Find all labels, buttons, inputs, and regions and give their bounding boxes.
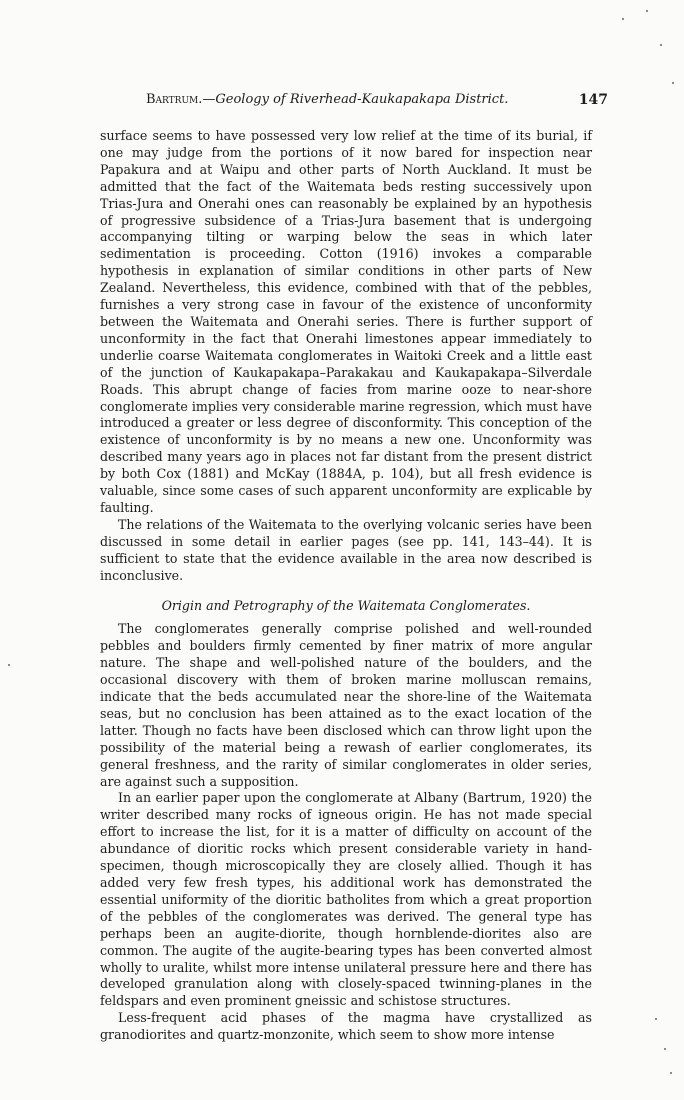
body-text — [100, 128, 592, 1044]
paragraph: Less-frequent acid phases of the magma have crystallized as granodiorites and quartz-monzonite, which seem to show more intense — [100, 1010, 592, 1043]
scan-speck — [622, 18, 624, 20]
scan-speck — [8, 664, 10, 666]
paragraph: surface seems to have possessed very low relief at the time of its burial, if one may judge from the portions of it now bared for inspection near Papakura and at Waipu and other parts of North Auckland. It must be admitted that the fact of the Waitemata beds resting successively upon Trias-Jura and Onerahi ones can reasonably be explained by an hypothesis of progressive subsidence of a Trias-Jura basement that is undergoing accompanying tilting or warping below the seas in which later sedimentation is proceeding. Cotton (1916) invokes a comparable hypothesis in explanation of similar conditions in other parts of New Zealand. Nevertheless, this evidence, combined with that of the pebbles, furnishes a very strong case in favour of the existence of unconformity between the Waitemata and Onerahi series. There is further support of unconformity in the fact that Onerahi limestones appear immediately to underlie coarse Waitemata conglomerates in Waitoki Creek and a little east of the junction of Kaukapakapa–Parakakau and Kaukapakapa–Silverdale Roads. This abrupt change of facies from marine ooze to near-shore conglomerate implies very considerable marine regression, which must have introduced a greater or less degree of disconformity. This conception of the existence of unconformity is by no means a new one. Unconformity was described many years ago in places not far distant from the present district by both Cox (1881) and McKay (1884A, p. 104), but all fresh evidence is valuable, since some cases of such apparent unconformity are explicable by faulting. — [100, 128, 592, 515]
scan-speck — [646, 10, 648, 12]
paragraph: In an earlier paper upon the conglomerate at Albany (Bartrum, 1920) the writer described many rocks of igneous origin. He has not made special effort to increase the list, for it is a matter of difficulty on account of the abundance of dioritic rocks which present considerable variety in hand-specimen, though microscopically they are closely allied. Though it has added very few fresh types, his additional work has demonstrated the essential uniformity of the dioritic batholites from which a great proportion of the pebbles of the conglomerates was derived. The general type has perhaps been an augite-diorite, though hornblende-diorites also are common. The augite of the augite-bearing types has been converted almost wholly to uralite, whilst more intense unilateral pressure here and there has developed granulation along with closely-spaced twinning-planes in the feldspars and even prominent gneissic and schistose structures. — [100, 790, 592, 1009]
section-heading: Origin and Petrography of the Waitemata Conglomerates. — [161, 598, 531, 614]
paragraph: The relations of the Waitemata to the overlying volcanic series have been discussed in some detail in earlier pages (see pp. 141, 143–44). It is sufficient to state that the evidence available in the area now described is inconclusive. — [100, 516, 592, 583]
scan-speck — [664, 1048, 666, 1050]
scan-speck — [670, 1072, 672, 1074]
paragraph: The conglomerates generally comprise polished and well-rounded pebbles and boulders firmly cemented by finer matrix of more angular nature. The shape and well-polished nature of the boulders, and the occasional discovery with them of broken marine molluscan remains, indicate that the beds accumulated near the shore-line of the Waitemata seas, but no conclusion has been attained as to the exact location of the latter. Though no facts have been disclosed which can throw light upon the possibility of the material being a rewash of earlier conglomerates, its general freshness, and the rarity of similar conglomerates in older series, are against such a supposition. — [100, 621, 592, 789]
scan-speck — [660, 44, 662, 46]
header-author: Bartrum. — [146, 92, 203, 107]
page-number: 147 — [578, 92, 608, 108]
scan-speck — [672, 82, 674, 84]
scan-speck — [655, 1018, 657, 1020]
running-header — [146, 92, 608, 108]
header-title: —Geology of Riverhead-Kaukapakapa District. — [202, 92, 509, 107]
